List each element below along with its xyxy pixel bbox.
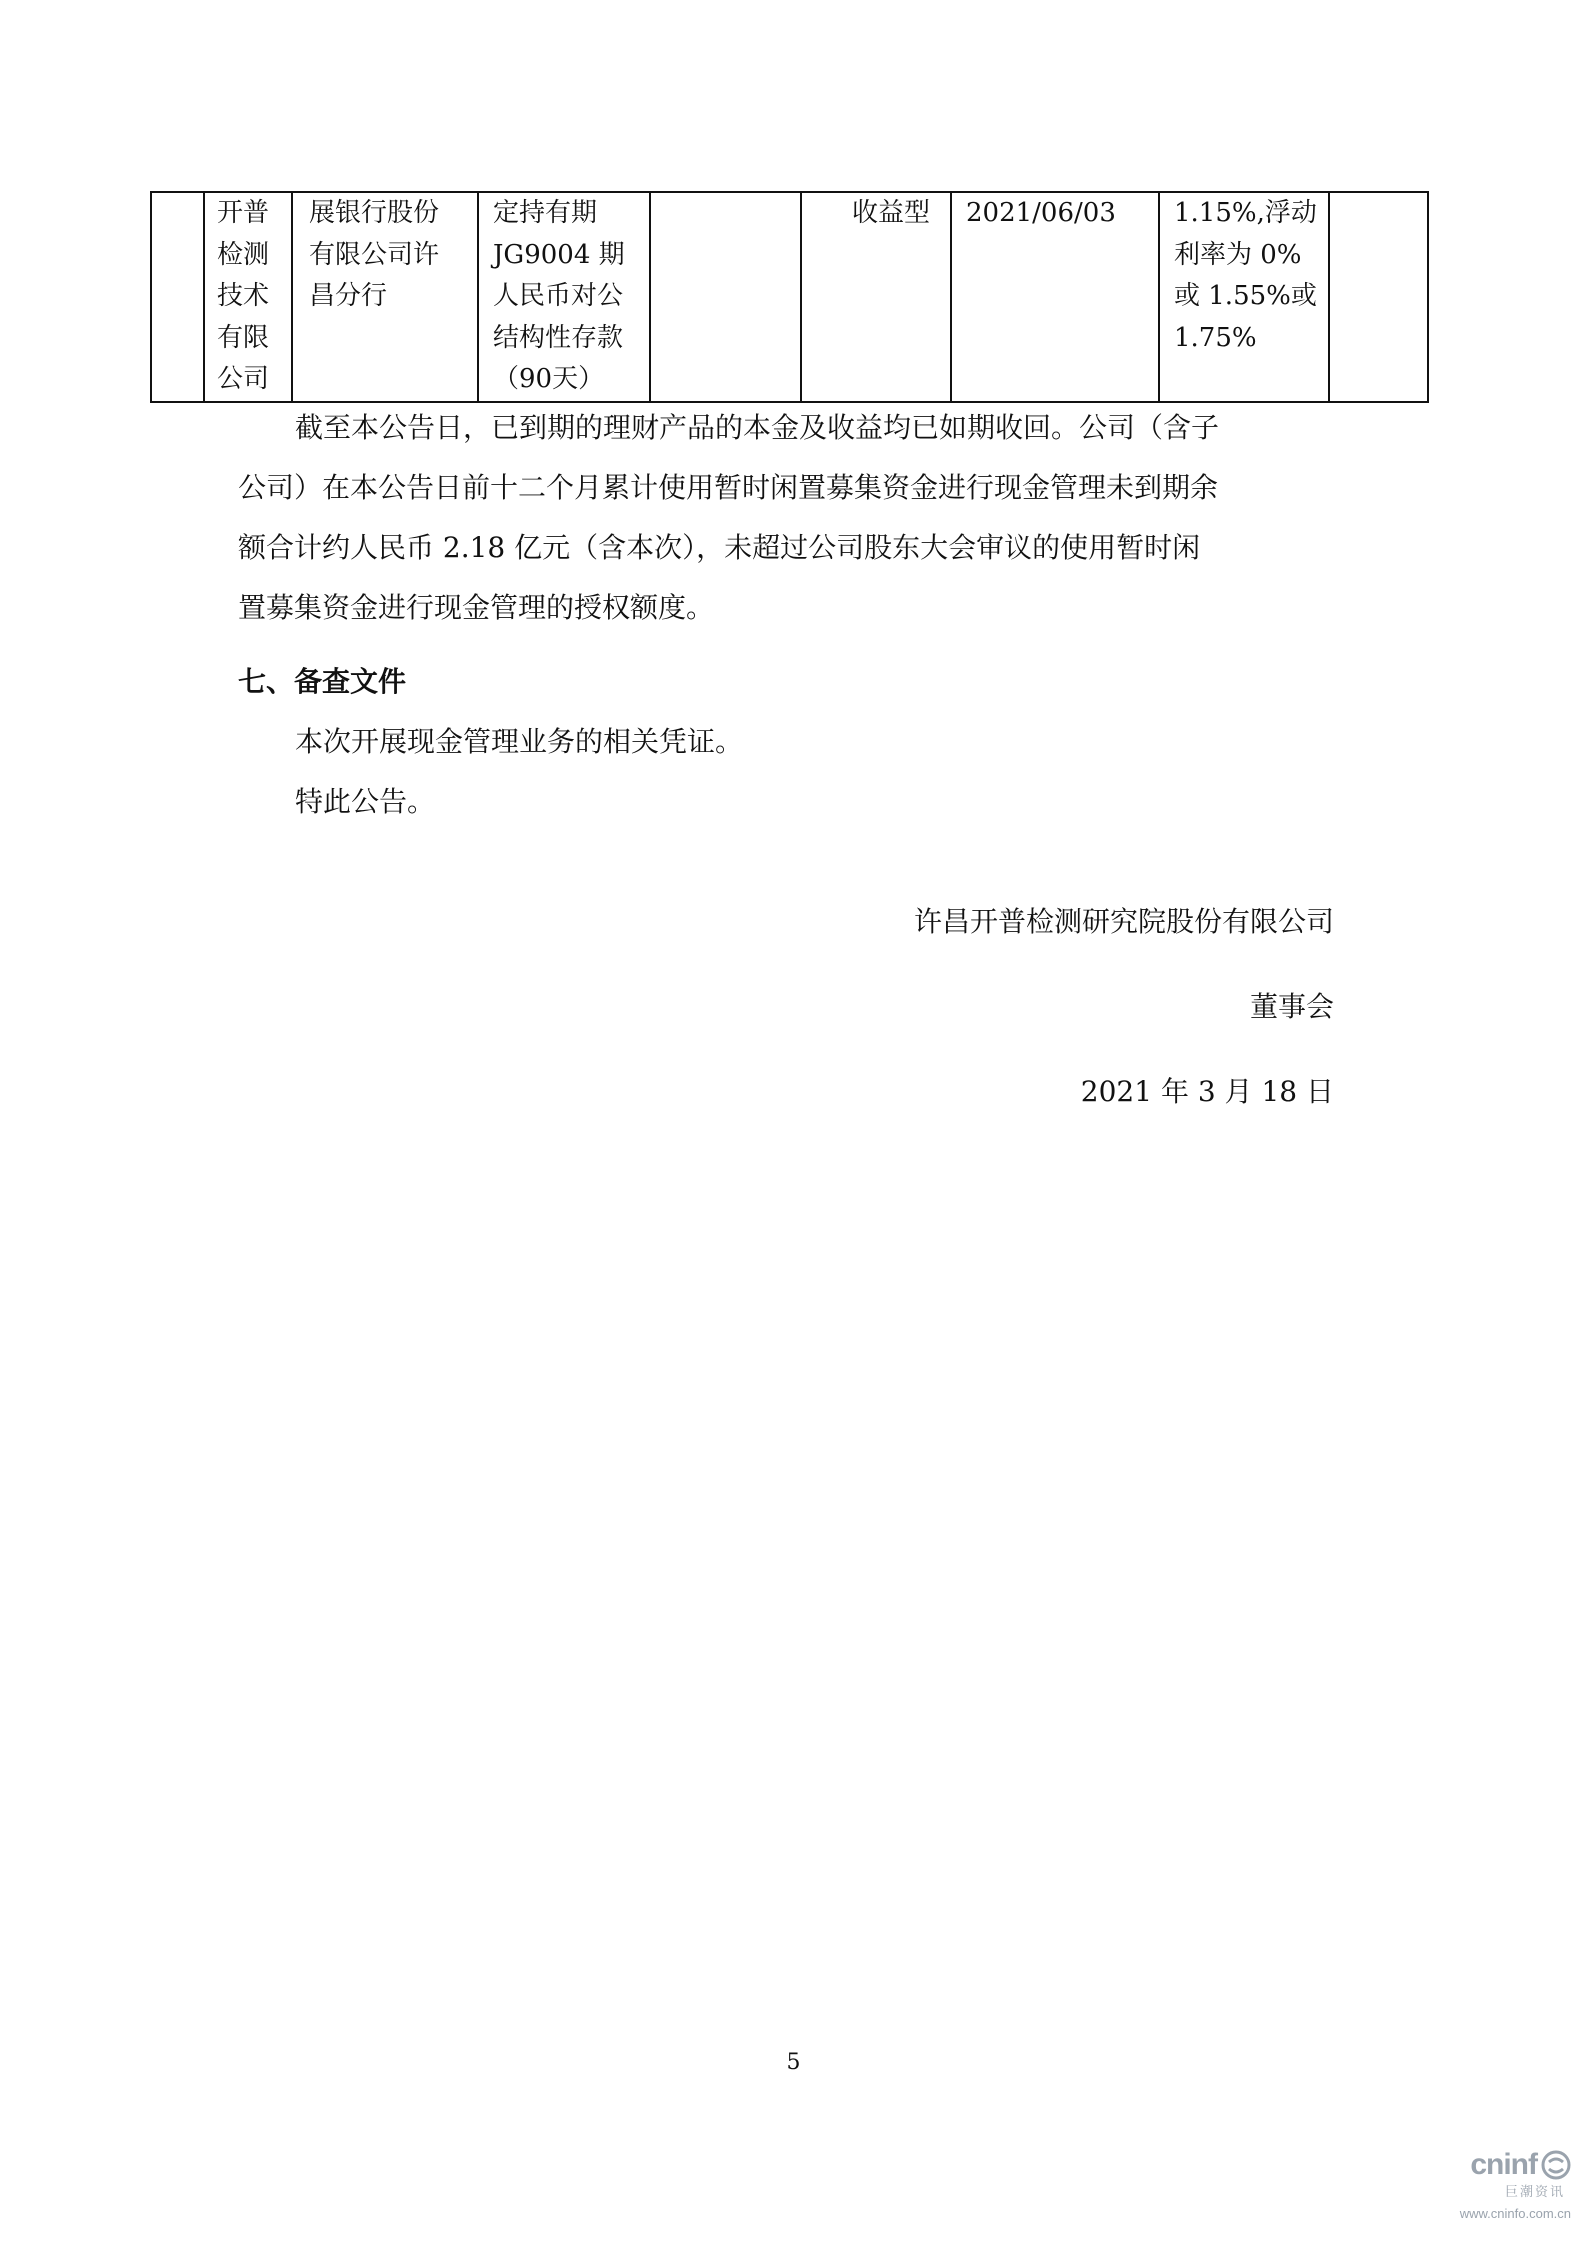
- table-cell-product: [478, 192, 650, 402]
- cninfo-mark-icon: [1541, 2150, 1571, 2180]
- paragraph-line: 置募集资金进行现金管理的授权额度。: [238, 591, 715, 624]
- paragraph-line: 额合计约人民币 2.18 亿元（含本次），未超过公司股东大会审议的使用暂时闲: [238, 531, 1201, 564]
- paragraph-line: 公司）在本公告日前十二个月累计使用暂时闲置募集资金进行现金管理未到期余: [238, 471, 1219, 504]
- logo-url: www.cninfo.com.cn: [1459, 2206, 1571, 2221]
- bank-line: 昌分行: [309, 281, 388, 311]
- date-text: 2021/06/03: [966, 198, 1116, 228]
- logo-wordmark: cninf: [1470, 2148, 1537, 2181]
- closing-statement: 特此公告。: [295, 785, 436, 818]
- company-line: 有限: [217, 322, 270, 353]
- type-text: 收益型: [852, 198, 931, 228]
- reference-document: 本次开展现金管理业务的相关凭证。: [295, 725, 744, 758]
- table-cell-bank: [292, 192, 478, 402]
- company-line: 开普: [217, 198, 270, 228]
- expiry-paragraph: [238, 398, 1334, 638]
- company-line: 公司: [217, 364, 270, 394]
- page-number: 5: [786, 2050, 801, 2075]
- company-line: 检测: [217, 239, 270, 270]
- signature-board: 董事会: [1249, 990, 1334, 1023]
- signature-company: 许昌开普检测研究院股份有限公司: [913, 905, 1334, 938]
- product-line: （90天）: [493, 364, 605, 394]
- bank-line: 有限公司许: [309, 239, 440, 270]
- bank-line: 展银行股份: [309, 198, 440, 228]
- product-line: JG9004 期: [493, 239, 625, 270]
- table-cell-last: [1329, 192, 1428, 402]
- table-cell-date: [951, 192, 1159, 402]
- cninfo-logo: [1421, 2148, 1571, 2234]
- product-line: 人民币对公: [493, 281, 624, 311]
- table-cell-rate: [1159, 192, 1329, 402]
- rate-line: 1.15%,浮动: [1174, 198, 1317, 228]
- rate-line: 利率为 0%: [1174, 239, 1302, 270]
- section-heading: 七、备查文件: [238, 665, 407, 698]
- paragraph-line: 截至本公告日，已到期的理财产品的本金及收益均已如期收回。公司（含子: [295, 411, 1220, 444]
- table-cell-company: [204, 192, 292, 402]
- investment-table: [150, 191, 1429, 403]
- table-cell-type: [801, 192, 951, 402]
- signature-date: 2021 年 3 月 18 日: [1080, 1075, 1334, 1108]
- product-line-spread: [493, 193, 639, 235]
- product-line: 结构性存款: [493, 322, 624, 353]
- rate-line: 1.75%: [1174, 322, 1257, 353]
- product-line: 定持有期: [493, 198, 598, 228]
- table-cell-index: [151, 192, 204, 402]
- rate-line: 或 1.55%或: [1174, 281, 1317, 311]
- table-cell-amount: [650, 192, 801, 402]
- logo-chinese-name: 巨潮资讯: [1504, 2184, 1565, 2199]
- company-line: 技术: [217, 281, 270, 311]
- table-row: [151, 192, 1428, 402]
